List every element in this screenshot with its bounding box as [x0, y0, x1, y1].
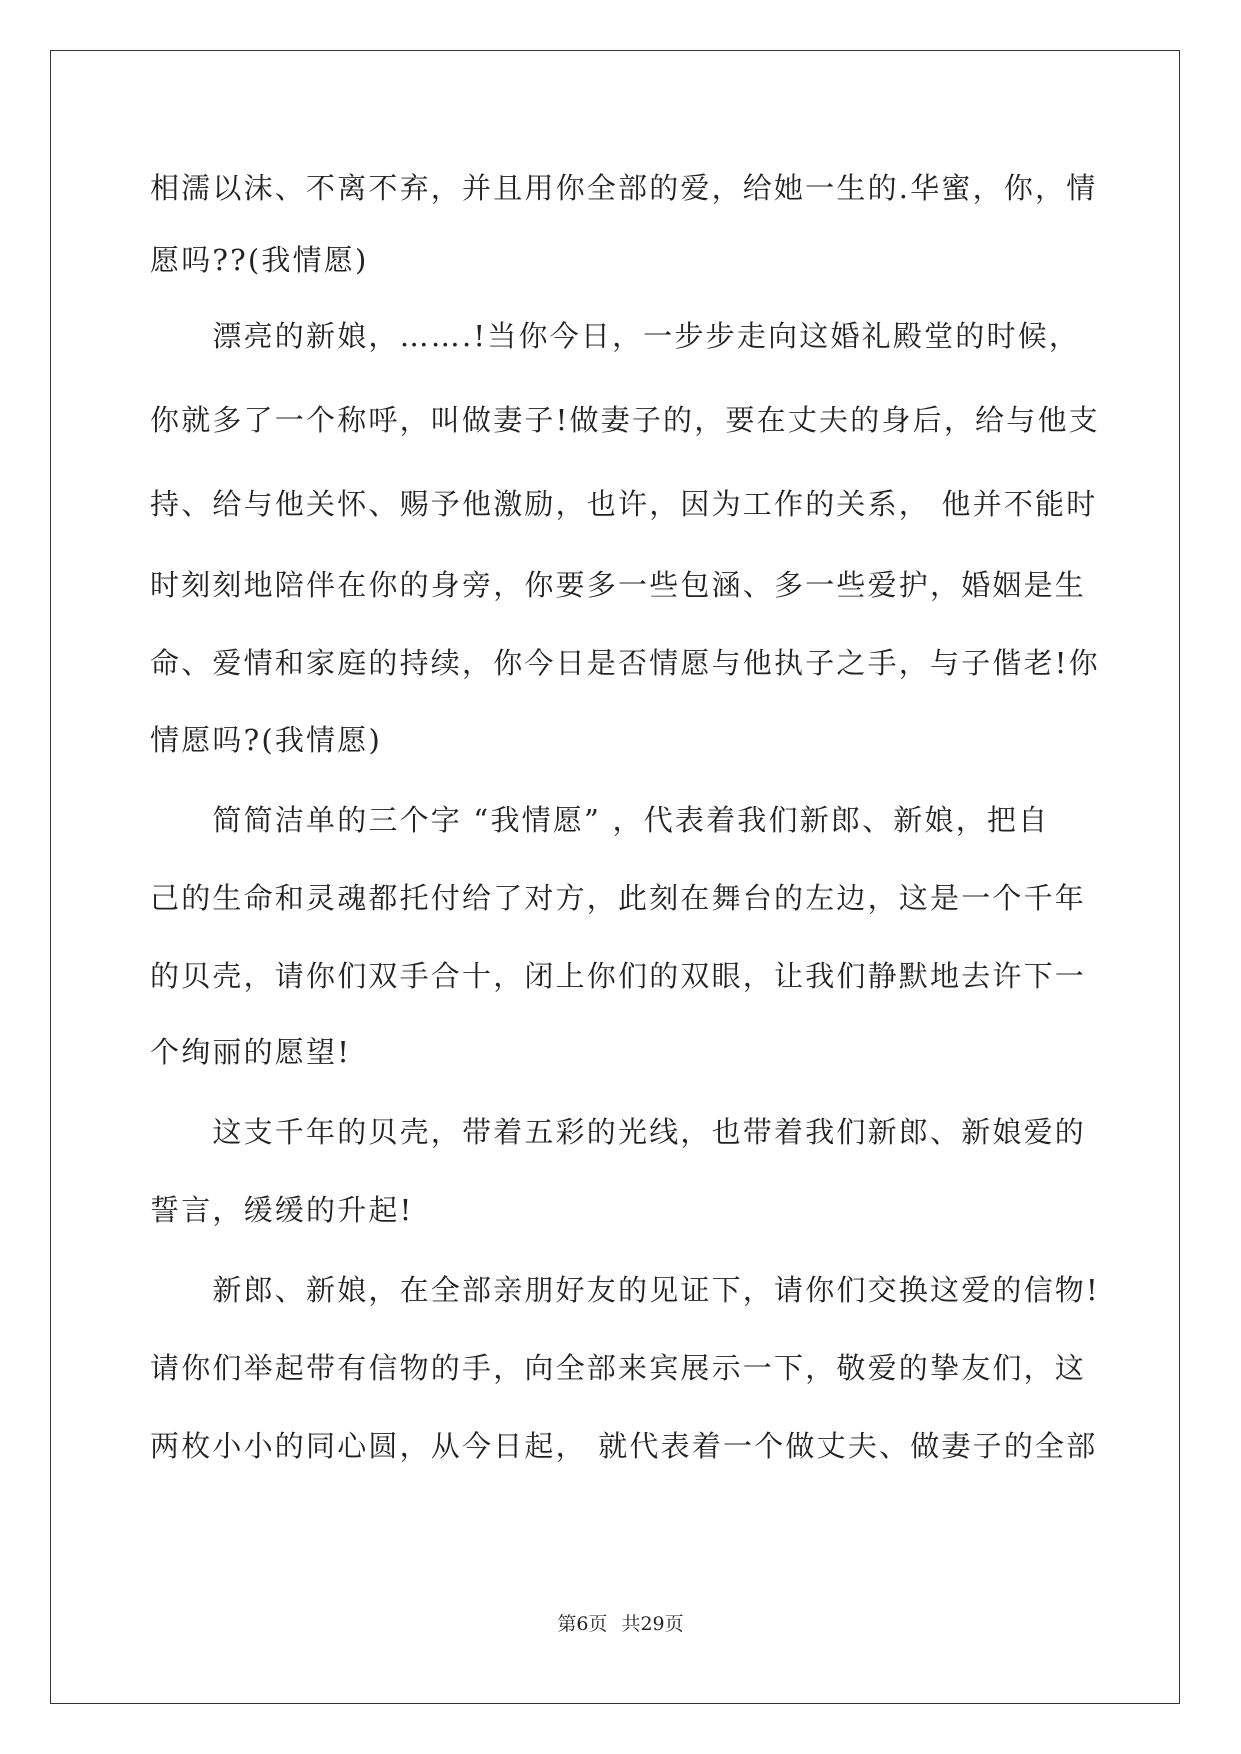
text-line: 这支千年的贝壳，带着五彩的光线，也带着我们新郎、新娘爱的 [150, 1115, 1087, 1149]
text-line: 个绚丽的愿望! [150, 1035, 352, 1069]
text-line: 新郎、新娘，在全部亲朋好友的见证下，请你们交换这爱的信物! [150, 1273, 1100, 1307]
text-line: 命、爱情和家庭的持续，你今日是否情愿与他执子之手，与子偕老!你 [150, 646, 1100, 680]
page-number: 第6页 [557, 1613, 608, 1635]
text-line: 的贝壳，请你们双手合十，闭上你们的双眼，让我们静默地去许下一 [150, 959, 1087, 993]
text-line: 持、给与他关怀、赐予他激励，也许，因为工作的关系， 他并不能时 [150, 487, 1098, 521]
text-line: 誓言，缓缓的升起! [150, 1193, 414, 1227]
text-line: 简简洁单的三个字 “我情愿” ，代表着我们新郎、新娘，把自 [150, 803, 1050, 837]
text-line: 漂亮的新娘，…….!当你今日，一步步走向这婚礼殿堂的时候， [150, 319, 1081, 353]
text-line: 相濡以沫、不离不弃，并且用你全部的爱，给她一生的.华蜜，你，情 [150, 171, 1098, 205]
page-footer [0, 1612, 1241, 1636]
text-line: 情愿吗?(我情愿) [150, 723, 382, 757]
text-line: 两枚小小的同心圆，从今日起， 就代表着一个做丈夫、做妻子的全部 [150, 1429, 1098, 1463]
page-total: 共29页 [621, 1613, 684, 1635]
text-line: 请你们举起带有信物的手，向全部来宾展示一下，敬爱的挚友们，这 [150, 1351, 1087, 1385]
text-line: 愿吗??(我情愿) [150, 243, 369, 277]
text-line: 你就多了一个称呼，叫做妻子!做妻子的，要在丈夫的身后，给与他支 [150, 403, 1100, 437]
text-line: 时刻刻地陪伴在你的身旁，你要多一些包涵、多一些爱护，婚姻是生 [150, 568, 1087, 602]
text-line: 己的生命和灵魂都托付给了对方，此刻在舞台的左边，这是一个千年 [150, 881, 1087, 915]
